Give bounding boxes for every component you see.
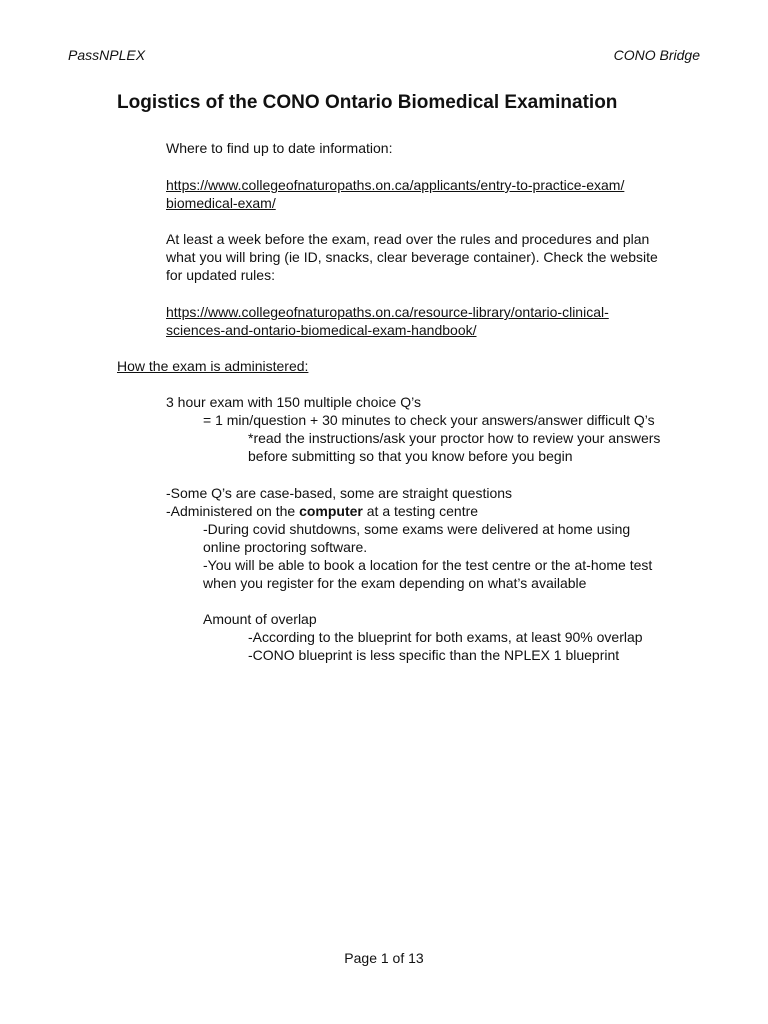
review-tip-line2: before submitting so that you know before you begin — [248, 448, 573, 464]
booking-line1: -You will be able to book a location for the test centre or the at-home test — [203, 557, 653, 573]
administered-bold-word: computer — [299, 503, 363, 519]
exam-info-link-line2[interactable]: biomedical-exam/ — [166, 195, 276, 211]
header-right-text: CONO Bridge — [613, 47, 700, 63]
overlap-heading: Amount of overlap — [203, 611, 317, 627]
timing-text: = 1 min/question + 30 minutes to check your answers/answer difficult Q’s — [203, 412, 655, 428]
handbook-link-line2[interactable]: sciences-and-ontario-biomedical-exam-handbook/ — [166, 322, 477, 338]
rules-paragraph-line1: At least a week before the exam, read over the rules and procedures and plan — [166, 231, 650, 247]
administered-suffix: at a testing centre — [362, 503, 479, 519]
case-based-text: -Some Q’s are case-based, some are straight questions — [166, 485, 513, 501]
booking-line2: when you register for the exam depending on what’s available — [203, 575, 587, 591]
administered-prefix: -Administered on the — [166, 503, 300, 519]
rules-paragraph-line3: for updated rules: — [166, 267, 275, 283]
covid-line1: -During covid shutdowns, some exams were delivered at home using — [203, 521, 631, 537]
administration-heading: How the exam is administered: — [117, 358, 309, 374]
exam-info-link-line1[interactable]: https://www.collegeofnaturopaths.on.ca/applicants/entry-to-practice-exam/ — [166, 177, 625, 193]
rules-paragraph-line2: what you will bring (ie ID, snacks, clear beverage container). Check the website — [166, 249, 658, 265]
administered-text — [166, 502, 478, 520]
info-intro: Where to find up to date information: — [166, 140, 393, 156]
overlap-item-2: -CONO blueprint is less specific than the NPLEX 1 blueprint — [248, 647, 620, 663]
review-tip-line1: *read the instructions/ask your proctor how to review your answers — [248, 430, 661, 446]
covid-line2: online proctoring software. — [203, 539, 368, 555]
handbook-link-line1[interactable]: https://www.collegeofnaturopaths.on.ca/resource-library/ontario-clinical- — [166, 304, 609, 320]
overlap-item-1: -According to the blueprint for both exams, at least 90% overlap — [248, 629, 643, 645]
page-number: Page 1 of 13 — [344, 950, 424, 966]
page-title: Logistics of the CONO Ontario Biomedical Examination — [117, 92, 618, 113]
header-left-text: PassNPLEX — [68, 47, 146, 63]
exam-length-text: 3 hour exam with 150 multiple choice Q’s — [166, 394, 421, 410]
